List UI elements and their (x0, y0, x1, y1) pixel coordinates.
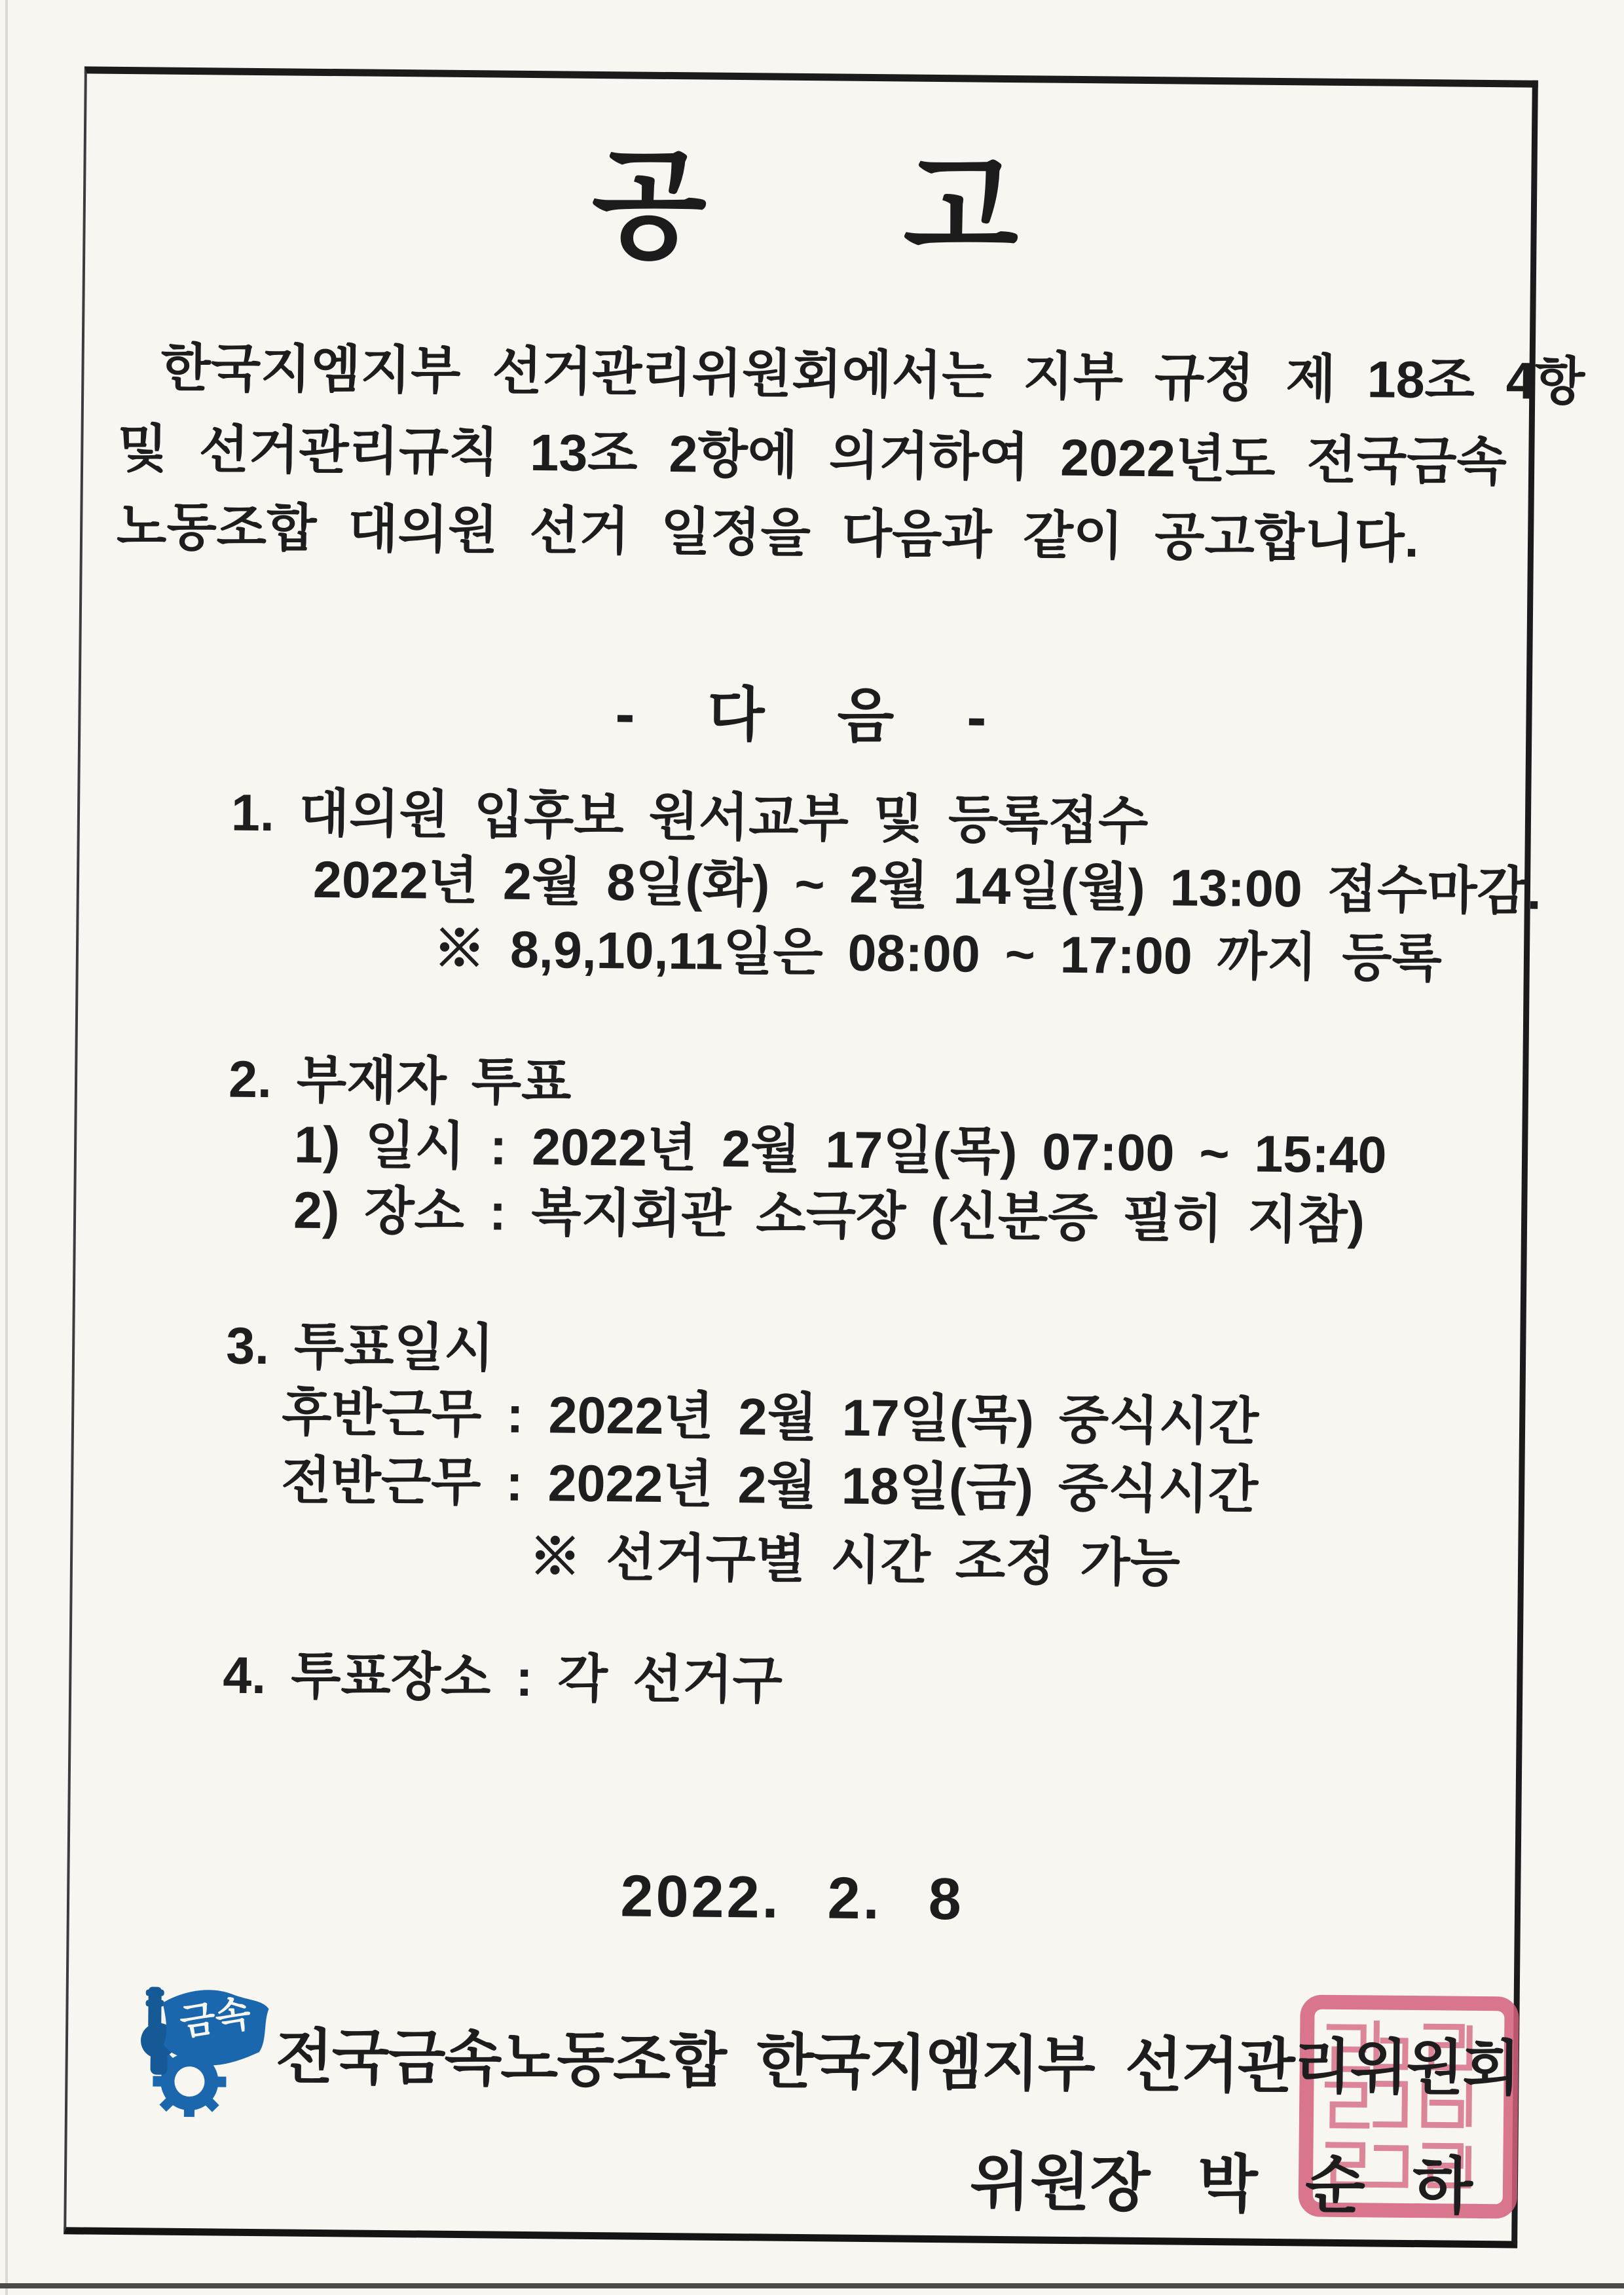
item2-datetime: 1) 일시 : 2022년 2월 17일(목) 07:00 ~ 15:40 (293, 1115, 1387, 1184)
daum-header: - 다 음 - (615, 681, 992, 751)
logo-text: 금속 (177, 1992, 253, 2043)
item3-late-shift: 후반근무 : 2022년 2월 17일(목) 중식시간 (281, 1383, 1259, 1451)
notice-date: 2022. 2. 8 (620, 1863, 965, 1933)
footer-chairman: 위원장 박 순 하 (969, 2147, 1473, 2222)
intro-line-2: 및 선거관리규칙 13조 2항에 의거하여 2022년도 전국금속 (117, 419, 1507, 491)
page-edge-bottom (0, 2283, 1624, 2288)
intro-line-3: 노동조합 대의원 선거 일정을 다음과 같이 공고합니다. (116, 496, 1420, 569)
page-edge-left (5, 0, 8, 2295)
union-logo-icon (133, 1984, 275, 2119)
item2-place: 2) 장소 : 복지회관 소극장 (신분증 필히 지참) (293, 1180, 1365, 1250)
item3-heading: 3. 투표일시 (225, 1316, 494, 1377)
intro-line-1: 한국지엠지부 선거관리위원회에서는 지부 규정 제 18조 4항 (160, 338, 1585, 411)
item1-note: ※ 8,9,10,11일은 08:00 ~ 17:00 까지 등록 (433, 919, 1443, 988)
notice-title: 공 고 (591, 138, 1026, 276)
item4-heading: 4. 투표장소 : 각 선거구 (222, 1645, 783, 1709)
item1-period: 2022년 2월 8일(화) ~ 2월 14일(월) 13:00 접수마감. (312, 849, 1542, 920)
footer-organization: 전국금속노동조합 한국지엠지부 선거관리위원회 (275, 2024, 1519, 2102)
item1-heading: 1. 대의원 입후보 원서교부 및 등록접수 (231, 783, 1149, 851)
item3-note: ※ 선거구별 시간 조정 가능 (528, 1527, 1181, 1592)
item2-heading: 2. 부재자 투표 (228, 1049, 572, 1111)
item3-early-shift: 전반근무 : 2022년 2월 18일(금) 중식시간 (280, 1451, 1259, 1519)
notice-border-frame (64, 66, 1585, 2248)
